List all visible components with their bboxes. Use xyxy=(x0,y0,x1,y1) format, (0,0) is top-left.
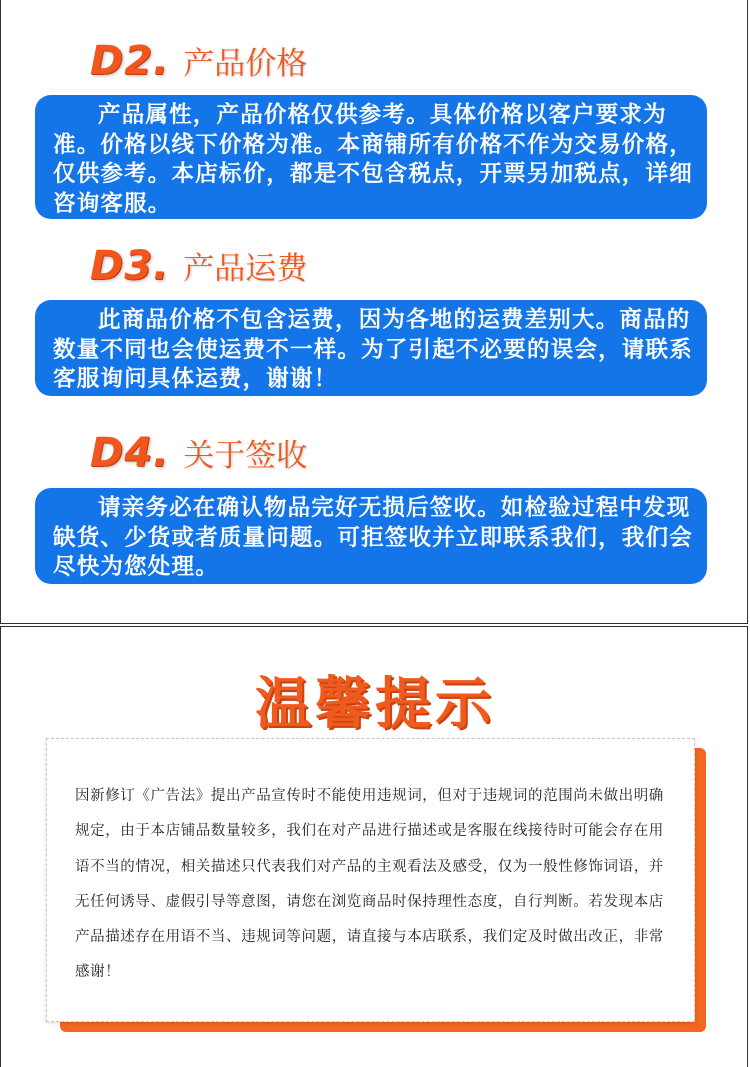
tip-title: 温馨提示 xyxy=(255,672,495,737)
section-title: 产品运费 xyxy=(183,251,308,287)
section-title: 关于签收 xyxy=(183,438,308,474)
section-title: 产品价格 xyxy=(183,46,308,82)
section-number: D4. xyxy=(90,430,170,476)
section-receipt-heading xyxy=(90,430,307,476)
section-price-heading xyxy=(90,38,307,84)
notice-text: 因新修订《广告法》提出产品宣传时不能使用违规词，但对于违规词的范围尚未做出明确规定，由于本店铺品数量较多，我们在对产品进行描述或是客服在线接待时可能会存在用语不当的情况，相关描述只代表我们对产品的主观看法及感受，仅为一般性修饰词语，并无任何诱导、虚假引导等意图，请您在浏览商品时保持理性态度，自行判断。若发现本店产品描述存在用语不当、违规词等问题，请直接与本店联系，我们定及时做出改正，非常感谢！ xyxy=(75,788,664,981)
section-shipping-heading xyxy=(90,243,307,289)
section-number: D3. xyxy=(90,243,170,289)
receipt-info-text: 请亲务必在确认物品完好无损后签收。如检验过程中发现缺货、少货或者质量问题。可拒签收并立即联系我们，我们会尽快为您处理。 xyxy=(53,495,693,580)
shipping-info-text: 此商品价格不包含运费，因为各地的运费差别大。商品的数量不同也会使运费不一样。为了引起不必要的误会，请联系客服询问具体运费，谢谢！ xyxy=(53,307,693,392)
notice-card xyxy=(46,738,695,1022)
section-number: D2. xyxy=(90,38,170,84)
price-info-text: 产品属性，产品价格仅供参考。具体价格以客户要求为准。价格以线下价格为准。本商铺所有价格不作为交易价格，仅供参考。本店标价，都是不包含税点，开票另加税点，详细咨询客服。 xyxy=(53,102,693,217)
shipping-info-box xyxy=(35,300,707,396)
price-info-box xyxy=(35,95,707,219)
receipt-info-box xyxy=(35,488,707,584)
